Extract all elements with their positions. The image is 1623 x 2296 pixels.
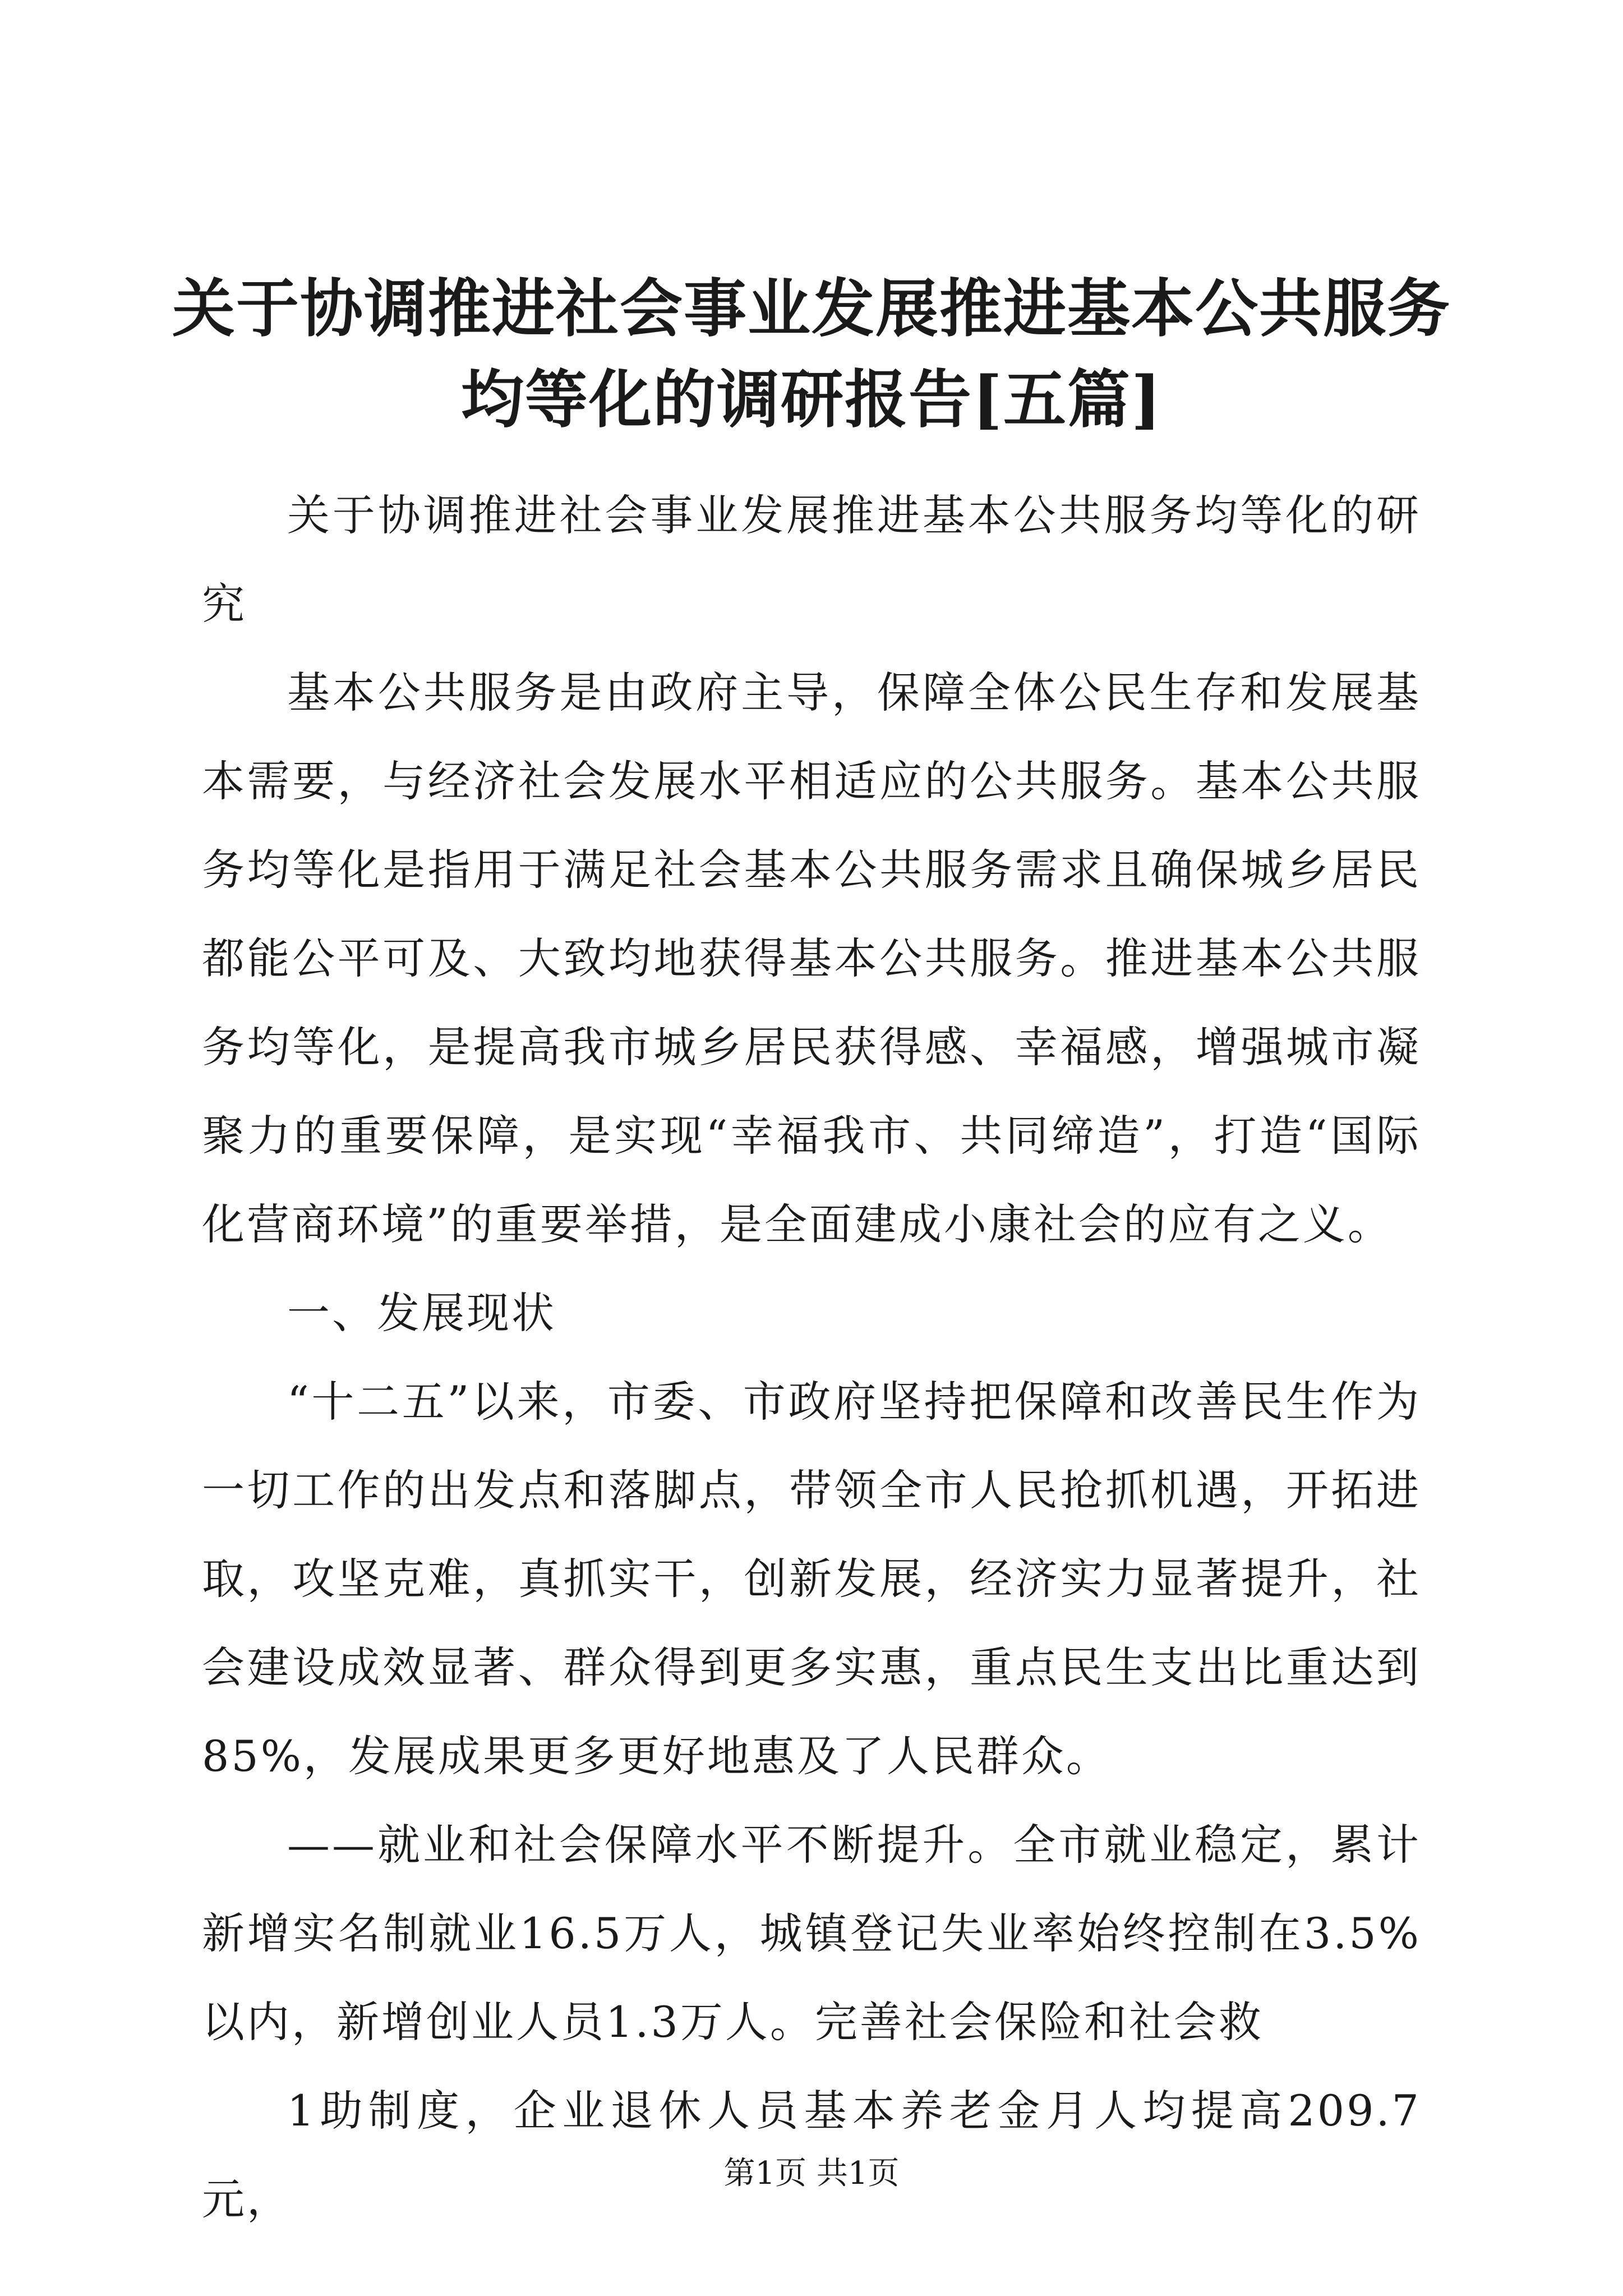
section-heading-status: 一、发展现状 — [287, 1288, 556, 1338]
document-title-line-2: 均等化的调研报告[五篇] — [461, 363, 1162, 436]
page-footer: 第1页 共1页 — [723, 2155, 900, 2192]
paragraph-status: “十二五”以来，市委、市政府坚持把保障和改善民生作为一切工作的出发点和落脚点，带领全市人民抢抓机遇，开拓进取，攻坚克难，真抓实干，创新发展，经济实力显著提升，社会建设成效显著、群众得到更多实惠，重点民生支出比重达到85%，发展成果更多更好地惠及了人民群众。 — [202, 1377, 1421, 1781]
document-body — [202, 471, 1421, 2244]
document-title — [168, 264, 1455, 445]
paragraph-intro: 基本公共服务是由政府主导，保障全体公民生存和发展基本需要，与经济社会发展水平相适应的公共服务。基本公共服务均等化是指用于满足社会基本公共服务需求且确保城乡居民都能公平可及、大致均地获得基本公共服务。推进基本公共服务均等化，是提高我市城乡居民获得感、幸福感，增强城市凝聚力的重要保障，是实现“幸福我市、共同缔造”，打造“国际化营商环境”的重要举措，是全面建成小康社会的应有之义。 — [202, 668, 1421, 1249]
paragraph-pension: 1助制度，企业退休人员基本养老金月人均提高209.7元， — [202, 2086, 1421, 2224]
paragraph-employment: ——就业和社会保障水平不断提升。全市就业稳定，累计新增实名制就业16.5万人，城镇登记失业率始终控制在3.5%以内，新增创业人员1.3万人。完善社会保险和社会救 — [202, 1820, 1421, 2047]
paragraph-subtitle: 关于协调推进社会事业发展推进基本公共服务均等化的研究 — [202, 490, 1421, 629]
document-title-line-1: 关于协调推进社会事业发展推进基本公共服务 — [172, 272, 1451, 346]
